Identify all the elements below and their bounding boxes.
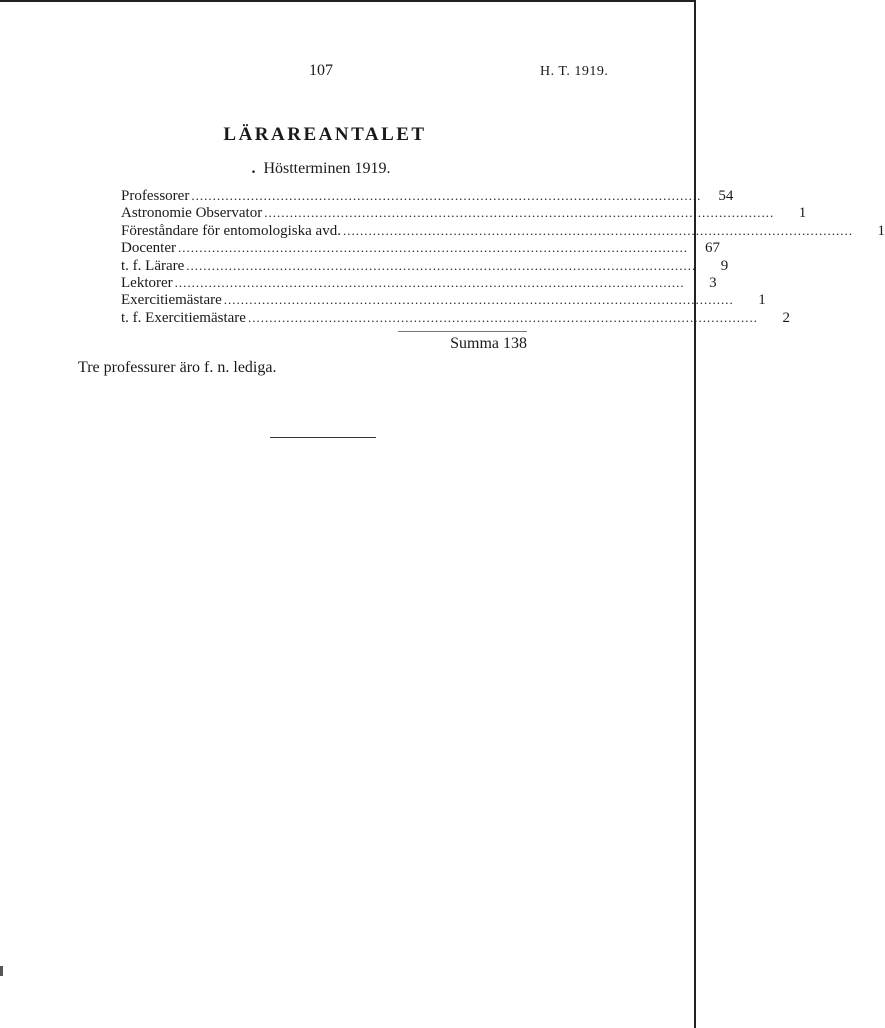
page-number: 107 — [309, 62, 333, 79]
table-row — [121, 204, 807, 222]
row-value: 3 — [709, 274, 717, 291]
subtitle — [0, 160, 642, 178]
footnote: Tre professurer äro f. n. lediga. — [78, 359, 277, 376]
dot-leader: ........................................................................................................................ — [264, 205, 775, 221]
table-row — [121, 309, 790, 326]
row-label: Föreståndare för entomologiska avd. — [121, 222, 341, 239]
row-label: Professorer — [121, 188, 190, 204]
row-value: 9 — [720, 257, 729, 274]
table-row — [121, 222, 885, 239]
summa-value: 138 — [503, 335, 527, 352]
row-value: 54 — [718, 188, 734, 204]
dot-leader: ........................................................................................................................ — [342, 222, 853, 238]
table-row — [121, 291, 766, 309]
teacher-count-table — [121, 187, 885, 326]
page-right-edge — [694, 0, 696, 1028]
dot-leader: ........................................................................................................................ — [223, 292, 734, 308]
section-end-rule — [270, 437, 376, 438]
dot-leader: ........................................................................................................................ — [177, 240, 688, 256]
row-value: 1 — [877, 222, 885, 239]
sum-divider — [398, 331, 527, 332]
table-row — [121, 257, 729, 274]
dot-leader: ........................................................................................................................ — [186, 257, 697, 273]
row-value: 1 — [758, 292, 766, 309]
row-label: Docenter — [121, 240, 176, 257]
row-label: Exercitiemästare — [121, 292, 222, 309]
dot-leader: ........................................................................................................................ — [247, 309, 758, 325]
row-value: 67 — [704, 240, 720, 257]
summa-label: Summa — [450, 335, 499, 352]
row-value: 2 — [782, 309, 790, 326]
row-label: Astronomie Observator — [121, 205, 263, 222]
dot-leader: ........................................................................................................................ — [174, 274, 685, 290]
row-label: Lektorer — [121, 274, 173, 291]
running-head: H. T. 1919. — [540, 64, 609, 79]
dot-leader: ........................................................................................................................ — [191, 188, 702, 203]
row-value: 1 — [798, 205, 807, 222]
subtitle-marker: . — [251, 160, 256, 177]
margin-mark — [0, 966, 3, 976]
summa-line — [400, 335, 527, 353]
row-label: t. f. Lärare — [121, 257, 185, 274]
page-top-edge — [0, 0, 696, 2]
table-row — [121, 239, 720, 257]
subtitle-text: Höstterminen 1919. — [263, 160, 391, 177]
table-row — [121, 187, 734, 204]
row-label: t. f. Exercitiemästare — [121, 309, 246, 326]
table-row — [121, 274, 717, 291]
page-title: LÄRAREANTALET — [223, 124, 427, 145]
